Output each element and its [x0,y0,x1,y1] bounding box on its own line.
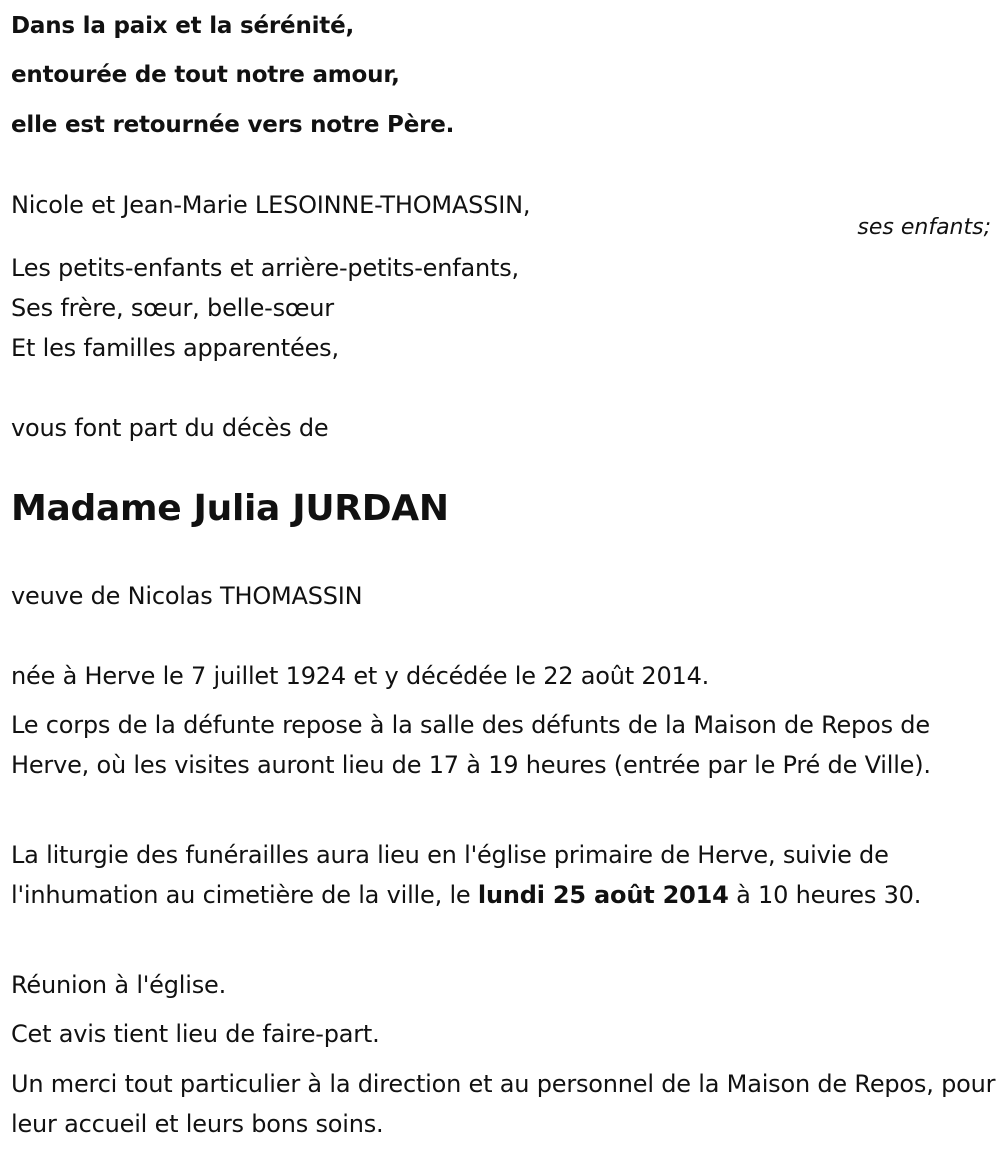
family-line-2: Ses frère, sœur, belle-sœur [11,294,334,322]
liturgy-text-before: La liturgie des funérailles aura lieu en l'église primaire de Herve, suivie de l'inhumation au cimetière de la ville, le [11,841,889,909]
family-line-1: Les petits-enfants et arrière-petits-enfants, [11,254,519,282]
thanks-paragraph: Un merci tout particulier à la direction et au personnel de la Maison de Repos, pour leur accueil et leurs bons soins. [11,1070,996,1138]
notice-line: Cet avis tient lieu de faire-part. [11,1020,380,1048]
liturgy-date: lundi 25 août 2014 [477,881,729,909]
children-names: Nicole et Jean-Marie LESOINNE-THOMASSIN, [11,191,531,219]
rest-paragraph: Le corps de la défunte repose à la salle des défunts de la Maison de Repos de Herve, où les visites auront lieu de 17 à 19 heures (entrée par le Pré de Ville). [11,711,931,779]
intro-line-3: elle est retournée vers notre Père. [11,112,455,138]
deceased-name: Madame Julia JURDAN [11,488,449,529]
family-line-3: Et les familles apparentées, [11,334,339,362]
announcement: vous font part du décès de [11,414,329,442]
liturgy-paragraph [11,835,996,915]
liturgy-text-after: à 10 heures 30. [728,881,922,909]
birth-death-dates: née à Herve le 7 juillet 1924 et y décédée le 22 août 2014. [11,662,710,690]
intro-line-2: entourée de tout notre amour, [11,62,400,88]
widow-of: veuve de Nicolas THOMASSIN [11,582,363,610]
children-role: ses enfants; [857,215,991,240]
meeting-line: Réunion à l'église. [11,971,227,999]
intro-line-1: Dans la paix et la sérénité, [11,13,355,39]
